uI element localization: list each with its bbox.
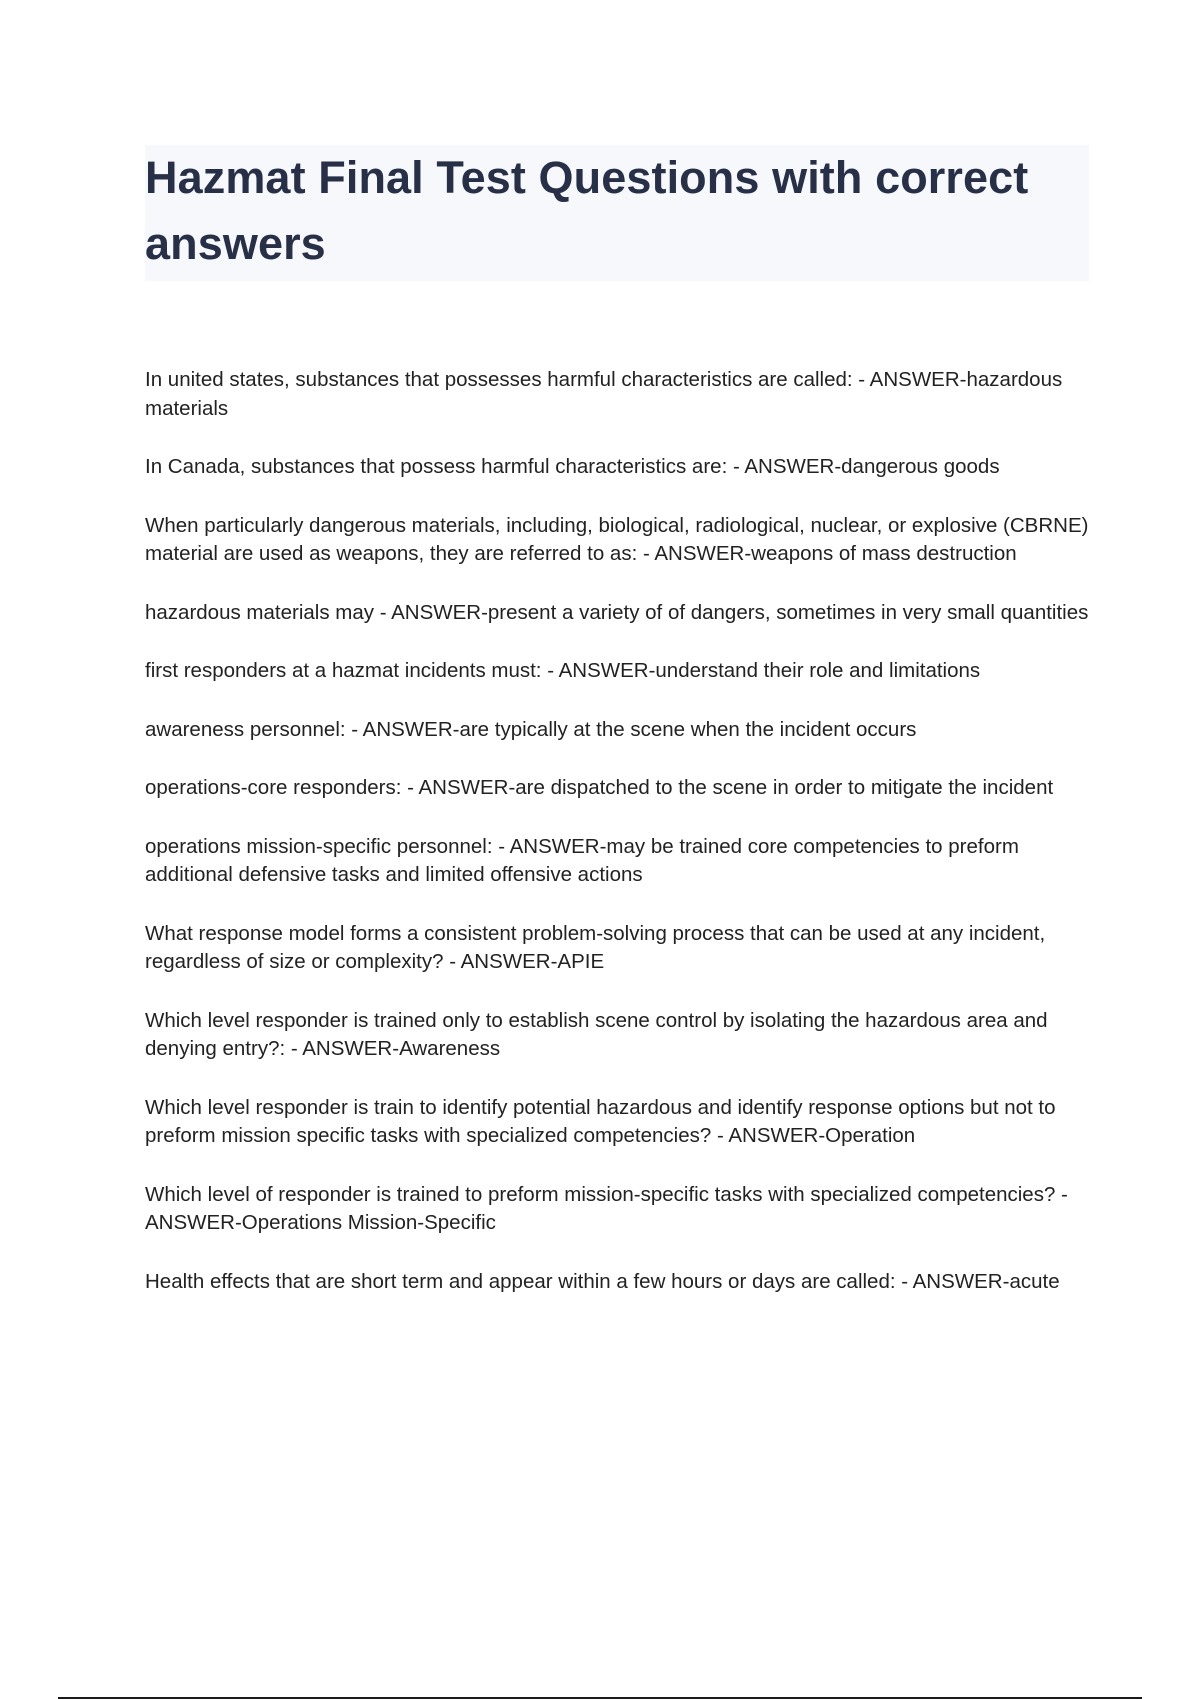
qa-item: When particularly dangerous materials, including, biological, radiological, nuclear, or explosive (CBRNE) material are used as weapons, they are referred to as: - ANSWER-weapons of mass destruction [145, 513, 1089, 565]
qa-list [145, 366, 1089, 1326]
qa-item: Which level responder is trained only to establish scene control by isolating the hazardous area and denying entry?: - ANSWER-Awareness [145, 1008, 1048, 1060]
title-block [145, 145, 1089, 281]
footer-divider [58, 1697, 1142, 1699]
qa-item: Which level of responder is trained to preform mission-specific tasks with specialized competencies? - ANSWER-Operations Mission-Specific [145, 1182, 1068, 1234]
document-title: Hazmat Final Test Questions with correct answers [145, 152, 1029, 269]
qa-item: awareness personnel: - ANSWER-are typically at the scene when the incident occurs [145, 717, 917, 741]
qa-item: hazardous materials may - ANSWER-present a variety of of dangers, sometimes in very small quantities [145, 600, 1089, 624]
qa-item: Which level responder is train to identify potential hazardous and identify response options but not to preform mission specific tasks with specialized competencies? - ANSWER-Operation [145, 1095, 1056, 1147]
qa-item: What response model forms a consistent problem-solving process that can be used at any incident, regardless of size or complexity? - ANSWER-APIE [145, 921, 1046, 973]
qa-item: first responders at a hazmat incidents must: - ANSWER-understand their role and limitations [145, 659, 981, 682]
qa-item: Health effects that are short term and appear within a few hours or days are called: - ANSWER-acute [145, 1269, 1060, 1293]
qa-item: In Canada, substances that possess harmful characteristics are: - ANSWER-dangerous goods [145, 455, 1000, 478]
qa-item: operations-core responders: - ANSWER-are dispatched to the scene in order to mitigate the incident [145, 776, 1054, 799]
qa-item: operations mission-specific personnel: - ANSWER-may be trained core competencies to preform additional defensive tasks and limited offensive actions [145, 834, 1019, 886]
qa-item: In united states, substances that possesses harmful characteristics are called: - ANSWER-hazardous materials [145, 368, 1063, 420]
